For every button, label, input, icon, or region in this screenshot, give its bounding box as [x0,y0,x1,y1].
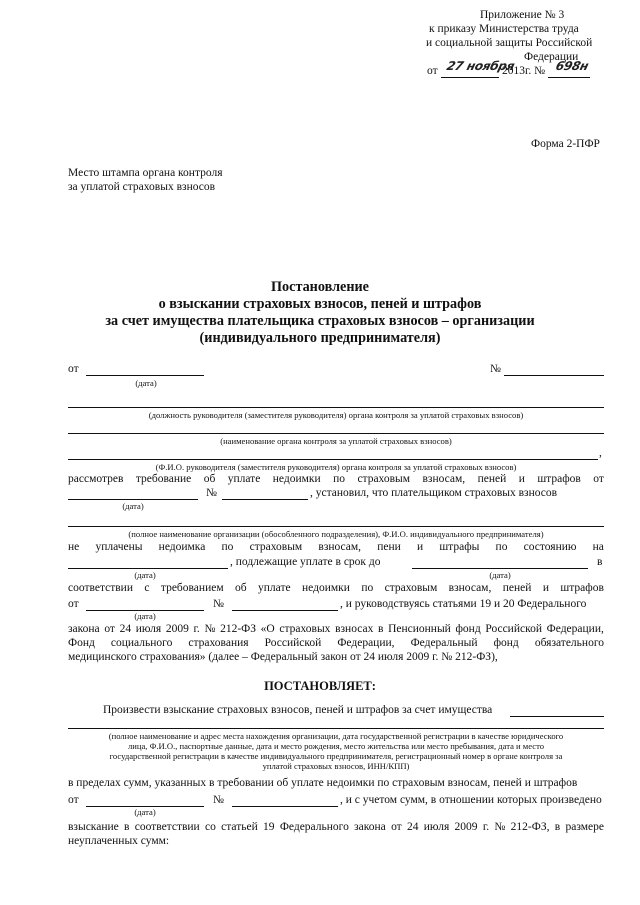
property-caption-3: государственной регистрации в качестве индивидуального предпринимателя, регистрационный номер в органе контроля за [109,751,563,761]
property-caption-4: уплатой страховых взносов, ИНН/КПП) [262,761,410,771]
paragraph-considered: рассмотрев требование об уплате недоимки по страховым взносам, пеней и штрафов от [68,473,604,485]
from-label: от [68,363,79,375]
collect-text: Произвести взыскание страховых взносов, пеней и штрафов за счет имущества [103,704,493,716]
property-line [68,728,604,729]
due-date-line [412,568,588,569]
paragraph-limits: в пределах сумм, указанных в требовании об уплате недоимки по страховым взносам, пеней и штрафов [68,777,578,789]
collect-property-line [510,716,604,717]
accordance-from-label: от [68,598,79,610]
appendix-line-3: и социальной защиты Российской [426,37,593,49]
authority-line [68,433,604,434]
demand-number-line [222,499,308,500]
date-line [86,375,204,376]
fio-caption: (Ф.И.О. руководителя (заместителя руководителя) органа контроля за уплатой страховых взносов) [155,462,517,472]
fio-line [68,459,598,460]
title-line-4: (индивидуального предпринимателя) [199,330,441,346]
appendix-from-label: от [427,65,438,77]
date-caption: (дата) [135,378,157,388]
limits-number-line [232,806,338,807]
accordance-tail: , и руководствуясь статьями 19 и 20 Федерального [340,598,587,610]
unpaid-sums-label: неуплаченных сумм: [68,835,170,847]
appendix-line-2: к приказу Министерства труда [429,23,579,35]
demand-date-caption: (дата) [122,501,144,511]
organization-caption: (полное наименование организации (обособленного подразделения), Ф.И.О. индивидуального предпринимателя) [128,529,544,539]
fio-comma: , [599,447,602,459]
property-caption-2: лица, Ф.И.О., паспортные данные, дата и место рождения, место жительства или место пребывания, дата и место [127,741,545,751]
paragraph-established: , установил, что плательщиком страховых взносов [310,487,558,499]
demand-date-line [68,499,198,500]
accordance-number-label: № [213,598,224,610]
appendix-number-line [548,77,590,78]
law-reference-line-3: медицинского страхования» (далее – Федеральный закон от 24 июля 2009 г. № 212-ФЗ), [68,651,498,663]
appendix-line-4: Федерации [524,51,579,63]
appendix-number-handwritten: 698н [554,59,590,73]
limits-number-label: № [213,794,224,806]
law-reference-line-2: Фонд социального страхования Российской Федерации, Федеральный фонд обязательного [68,637,604,649]
accordance-date-caption: (дата) [134,611,156,621]
property-caption-1: (полное наименование и адрес места нахождения организации, дата государственной регистрации в качестве юридического [108,731,564,741]
organization-line [68,526,604,527]
authority-caption: (наименование органа контроля за уплатой страховых взносов) [220,436,452,446]
limits-tail: , и с учетом сумм, в отношении которых произведено [340,794,602,806]
form-code: Форма 2-ПФР [531,138,600,150]
in-label: в [597,556,603,568]
appendix-date-handwritten: 27 ноября [445,59,516,73]
stamp-line-1: Место штампа органа контроля [68,167,223,179]
appendix-year: 2013г. № [502,65,546,77]
paragraph-collection: взыскание в соответствии со статьей 19 Федерального закона от 24 июля 2009 г. № 212-ФЗ, в размере [68,821,604,833]
accordance-number-line [232,610,338,611]
resolve-heading: ПОСТАНОВЛЯЕТ: [264,679,376,693]
state-date-line [68,568,228,569]
due-label: , подлежащие уплате в срок до [230,556,381,568]
limits-from-label: от [68,794,79,806]
position-caption: (должность руководителя (заместителя руководителя) органа контроля за уплатой страховых взносов) [148,410,524,420]
appendix-line-1: Приложение № 3 [480,9,565,21]
law-reference-line-1: закона от 24 июля 2009 г. № 212-ФЗ «О страховых взносах в Пенсионный фонд Российской Федерации, [68,623,604,635]
stamp-line-2: за уплатой страховых взносов [68,181,216,193]
number-label: № [490,363,501,375]
state-date-caption: (дата) [134,570,156,580]
paragraph-unpaid: не уплачены недоимка по страховым взносам, пени и штрафы по состоянию на [68,541,604,553]
limits-date-caption: (дата) [134,807,156,817]
document-title: Постановление [271,279,369,295]
title-line-3: за счет имущества плательщика страховых взносов – организации [105,313,535,329]
number-line [504,375,604,376]
appendix-date-line [441,77,499,78]
demand-number-label: № [206,487,217,499]
position-line [68,407,604,408]
due-date-caption: (дата) [489,570,511,580]
paragraph-accordance: соответствии с требованием об уплате недоимки по страховым взносам, пеней и штрафов [68,582,604,594]
title-line-2: о взыскании страховых взносов, пеней и штрафов [158,296,482,312]
